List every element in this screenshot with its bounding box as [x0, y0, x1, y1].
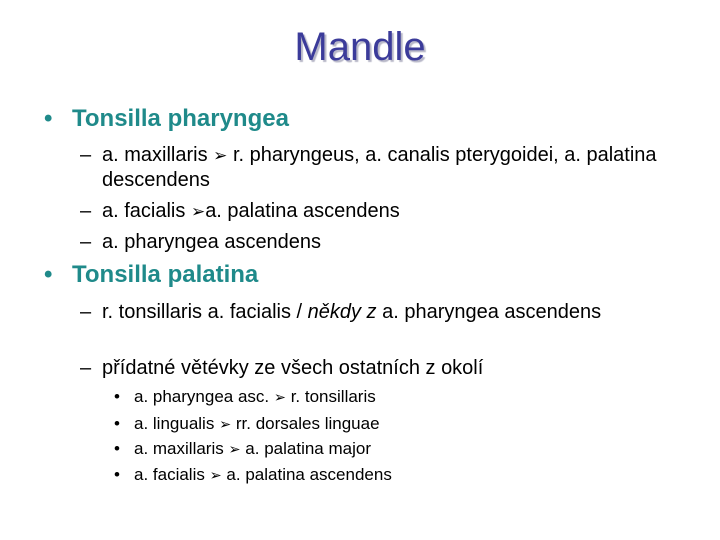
- heading-text: Tonsilla palatina: [72, 261, 259, 288]
- dash-icon: –: [80, 301, 92, 323]
- list-item-text: [102, 143, 700, 192]
- text-part: r. pharyngeus, a. canalis pterygoidei, a. palatina descendens: [102, 144, 657, 191]
- text-part: a. lingualis: [134, 414, 220, 433]
- list-item-text: [102, 199, 700, 224]
- arrow-icon: ➢: [213, 146, 228, 165]
- arrow-icon: ➢: [190, 202, 206, 221]
- heading-text: Tonsilla pharyngea: [72, 105, 289, 132]
- list-item: [80, 300, 700, 324]
- text-part: a. palatina major: [240, 439, 371, 458]
- text-part: a. facialis: [102, 200, 191, 222]
- dash-icon: –: [80, 231, 92, 253]
- text-part: a. maxillaris: [102, 144, 214, 166]
- arrow-icon: ➢: [273, 390, 286, 406]
- sub-list-item: [114, 387, 376, 408]
- text-part: r. tonsillaris: [285, 387, 376, 406]
- sub-list-item: [114, 465, 392, 486]
- bullet-icon: •: [44, 261, 53, 288]
- list-item-text: přídatné větévky ze všech ostatních z okolí: [102, 357, 484, 379]
- list-item-text: [102, 230, 700, 254]
- text-part: a. pharyngea ascendens: [376, 301, 602, 323]
- list-item-text: [102, 300, 700, 324]
- text-part: a. palatina ascendens: [205, 200, 400, 222]
- sub-list-item: [114, 414, 380, 435]
- dash-icon: –: [80, 200, 92, 222]
- text-part: r. tonsillaris a. facialis /: [102, 301, 308, 323]
- text-italic: někdy z: [307, 301, 377, 323]
- bullet-icon: •: [114, 439, 120, 458]
- list-item: [80, 356, 700, 380]
- text-part: a. pharyngea ascendens: [102, 231, 322, 253]
- bullet-icon: •: [114, 414, 120, 433]
- arrow-icon: ➢: [219, 417, 232, 433]
- dash-icon: –: [80, 357, 92, 379]
- slide-title: Mandle: [294, 25, 426, 69]
- text-part: a. pharyngea asc.: [134, 387, 274, 406]
- text-part: a. maxillaris: [134, 439, 229, 458]
- arrow-icon: ➢: [209, 468, 222, 484]
- bullet-icon: •: [44, 105, 53, 132]
- dash-icon: –: [80, 144, 92, 166]
- list-item: [80, 199, 700, 224]
- list-item: [80, 143, 700, 192]
- bullet-icon: •: [114, 465, 120, 484]
- heading-tonsilla-palatina: [44, 260, 258, 290]
- list-item: [80, 230, 700, 254]
- text-part: a. palatina ascendens: [221, 465, 392, 484]
- text-part: a. facialis: [134, 465, 210, 484]
- sub-list-item: [114, 439, 371, 460]
- heading-tonsilla-pharyngea: [44, 104, 289, 134]
- bullet-icon: •: [114, 387, 120, 406]
- text-part: rr. dorsales linguae: [231, 414, 380, 433]
- arrow-icon: ➢: [228, 442, 241, 458]
